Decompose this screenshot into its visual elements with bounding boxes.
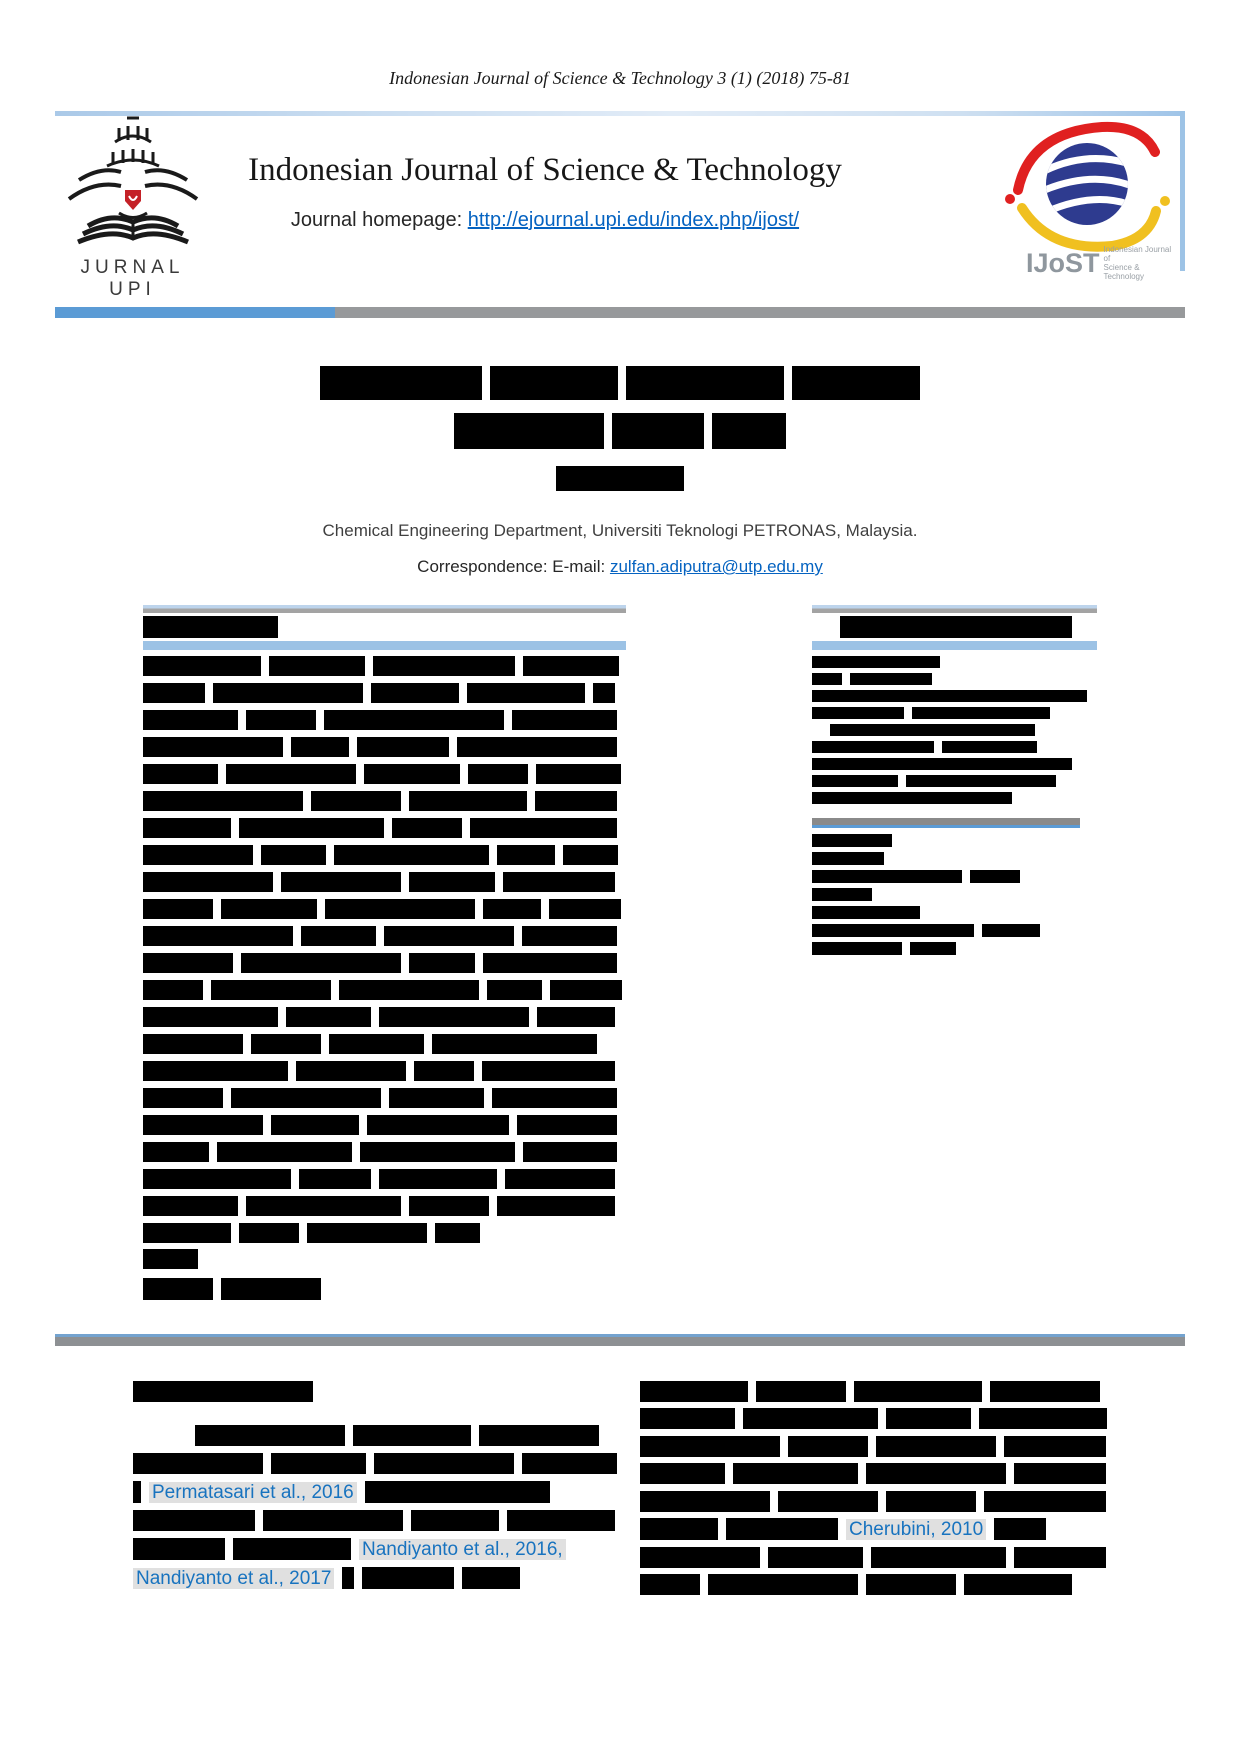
redaction-bar — [812, 870, 962, 883]
redaction-bar — [517, 1115, 617, 1135]
redaction-bar — [143, 872, 273, 892]
redaction-bar — [812, 924, 974, 937]
ijost-logo — [998, 114, 1176, 281]
redaction-bar — [1014, 1547, 1106, 1568]
introduction-heading-redacted — [133, 1381, 617, 1402]
redaction-bar — [143, 710, 238, 730]
redaction-bar — [286, 1007, 371, 1027]
redaction-bar — [726, 1518, 838, 1540]
redaction-bar — [143, 1142, 209, 1162]
redaction-bar — [483, 953, 617, 973]
abstract-body-redacted — [143, 656, 626, 1300]
redaction-bar — [640, 1518, 718, 1540]
redaction-bar — [324, 710, 504, 730]
redaction-bar — [133, 1453, 263, 1474]
redaction-bar — [296, 1061, 406, 1081]
redaction-bar — [233, 1538, 351, 1560]
redaction-bar — [523, 1142, 617, 1162]
redaction-bar — [812, 673, 842, 685]
redaction-bar — [640, 1547, 760, 1568]
ijost-logo-wordmark: IJoST — [1026, 247, 1100, 278]
redaction-bar — [133, 1510, 255, 1531]
redaction-bar — [536, 764, 621, 784]
redaction-bar — [143, 737, 283, 757]
redaction-bar — [492, 1088, 617, 1108]
redaction-bar — [239, 818, 384, 838]
redaction-bar — [483, 899, 541, 919]
abstract-top-rule — [143, 605, 626, 613]
redaction-bar — [143, 953, 233, 973]
redaction-bar — [311, 791, 401, 811]
redaction-bar — [353, 1425, 471, 1446]
redaction-bar — [379, 1007, 529, 1027]
redaction-bar — [512, 710, 617, 730]
redaction-bar — [866, 1463, 1006, 1484]
redaction-bar — [263, 1510, 403, 1531]
redaction-bar — [143, 845, 253, 865]
redaction-bar — [435, 1223, 480, 1243]
redaction-bar — [143, 683, 205, 703]
redaction-bar — [133, 1481, 141, 1503]
redaction-bar — [812, 906, 920, 919]
ijost-logo-subtext-2: Science & Technology — [1103, 263, 1144, 281]
redaction-bar — [507, 1510, 615, 1531]
redaction-bar — [640, 1408, 735, 1429]
homepage-label: Journal homepage: — [290, 209, 468, 231]
ijost-logo-subtext-1: Indonesian Journal of — [1103, 245, 1172, 263]
redaction-bar — [374, 1453, 514, 1474]
redaction-bar — [640, 1574, 700, 1595]
correspondence-email-link[interactable]: zulfan.adiputra@utp.edu.my — [609, 557, 823, 576]
redaction-bar — [241, 953, 401, 973]
redaction-bar — [409, 1196, 489, 1216]
redaction-bar — [812, 758, 1072, 770]
redaction-bar — [414, 1061, 474, 1081]
redaction-bar — [320, 366, 482, 400]
abstract-section — [143, 605, 626, 1300]
redaction-bar — [812, 792, 1012, 804]
keywords-rule — [812, 818, 1080, 828]
upi-logo — [60, 114, 205, 301]
redaction-bar — [522, 1453, 617, 1474]
redaction-bar — [246, 710, 316, 730]
redaction-bar — [830, 724, 1035, 736]
redaction-bar — [251, 1034, 321, 1054]
correspondence-line — [0, 557, 1240, 577]
redaction-bar — [626, 366, 784, 400]
affiliation: Chemical Engineering Department, Universiti Teknologi PETRONAS, Malaysia. — [322, 521, 918, 540]
redaction-bar — [712, 413, 786, 449]
redaction-bar — [788, 1436, 868, 1457]
redaction-bar — [195, 1425, 345, 1446]
redaction-bar — [384, 926, 514, 946]
redaction-bar — [339, 980, 479, 1000]
redaction-bar — [733, 1463, 858, 1484]
redaction-bar — [143, 1278, 213, 1300]
redaction-bar — [301, 926, 376, 946]
redaction-bar — [367, 1115, 509, 1135]
citation-link[interactable]: Nandiyanto et al., 2017 — [133, 1568, 334, 1589]
redaction-bar — [143, 899, 213, 919]
redaction-bar — [392, 818, 462, 838]
redaction-bar — [812, 741, 934, 753]
redaction-bar — [409, 872, 495, 892]
citation-link[interactable]: Nandiyanto et al., 2016, — [359, 1539, 566, 1560]
redaction-bar — [812, 834, 892, 847]
homepage-link[interactable]: http://ejournal.upi.edu/index.php/ijost/ — [467, 209, 800, 231]
redaction-bar — [239, 1223, 299, 1243]
running-head: Indonesian Journal of Science & Technology 3 (1) (2018) 75-81 — [389, 68, 851, 88]
redaction-bar — [217, 1142, 352, 1162]
redaction-bar — [261, 845, 326, 865]
redaction-bar — [812, 775, 898, 787]
redaction-bar — [708, 1574, 858, 1595]
redaction-bar — [143, 980, 203, 1000]
redaction-bar — [457, 737, 617, 757]
redaction-bar — [942, 741, 1037, 753]
redaction-bar — [389, 1088, 484, 1108]
redaction-bar — [910, 942, 956, 955]
redaction-bar — [854, 1381, 982, 1402]
introduction-right-text-redacted — [640, 1381, 1112, 1595]
redaction-bar — [143, 1088, 223, 1108]
redaction-bar — [640, 1436, 780, 1457]
article-title-redacted — [0, 366, 1240, 491]
redaction-bar — [365, 1481, 550, 1503]
redaction-bar — [468, 764, 528, 784]
redaction-bar — [812, 942, 902, 955]
redaction-bar — [743, 1408, 878, 1429]
redaction-bar — [411, 1510, 499, 1531]
redaction-bar — [503, 872, 615, 892]
redaction-bar — [556, 466, 684, 491]
redaction-bar — [325, 899, 475, 919]
redaction-bar — [537, 1007, 615, 1027]
redaction-bar — [640, 1381, 748, 1402]
redaction-bar — [221, 1278, 321, 1300]
redaction-bar — [307, 1223, 427, 1243]
citation-link[interactable]: Permatasari et al., 2016 — [149, 1482, 357, 1503]
redaction-bar — [454, 413, 604, 449]
redaction-bar — [886, 1491, 976, 1512]
redaction-bar — [432, 1034, 597, 1054]
redaction-bar — [984, 1491, 1106, 1512]
redaction-bar — [535, 791, 617, 811]
redaction-bar — [994, 1518, 1046, 1540]
correspondence-label: Correspondence: E-mail: — [417, 557, 610, 576]
upi-tower-book-icon — [63, 114, 203, 250]
redaction-bar — [550, 980, 622, 1000]
redaction-bar — [143, 764, 218, 784]
redaction-bar — [281, 872, 401, 892]
header-divider-bar — [55, 307, 1185, 318]
keywords-redacted — [812, 834, 1097, 955]
redaction-bar — [982, 924, 1040, 937]
redaction-bar — [143, 656, 261, 676]
redaction-bar — [593, 683, 615, 703]
abstract-blue-rule — [143, 641, 626, 650]
redaction-bar — [612, 413, 704, 449]
redaction-bar — [490, 366, 618, 400]
redaction-bar — [912, 707, 1050, 719]
citation-link[interactable]: Cherubini, 2010 — [846, 1519, 986, 1540]
redaction-bar — [479, 1425, 599, 1446]
abstract-heading-redacted — [143, 616, 626, 638]
redaction-bar — [373, 656, 515, 676]
redaction-bar — [497, 845, 555, 865]
redaction-bar — [143, 1223, 231, 1243]
redaction-bar — [482, 1061, 615, 1081]
redaction-bar — [640, 1463, 725, 1484]
redaction-bar — [487, 980, 542, 1000]
introduction-right-column — [640, 1381, 1112, 1595]
redaction-bar — [226, 764, 356, 784]
redaction-bar — [211, 980, 331, 1000]
redaction-bar — [1014, 1463, 1106, 1484]
redaction-bar — [143, 1007, 278, 1027]
introduction-left-column — [133, 1381, 617, 1589]
introduction-left-text-redacted — [133, 1425, 617, 1589]
redaction-bar — [970, 870, 1020, 883]
ijost-globe-icon — [998, 114, 1176, 266]
redaction-bar — [1004, 1436, 1106, 1457]
redaction-bar — [563, 845, 618, 865]
article-history-redacted — [812, 656, 1097, 804]
redaction-bar — [133, 1381, 313, 1402]
redaction-bar — [329, 1034, 424, 1054]
redaction-bar — [269, 656, 365, 676]
redaction-bar — [470, 818, 617, 838]
redaction-bar — [979, 1408, 1107, 1429]
redaction-bar — [497, 1196, 615, 1216]
redaction-bar — [756, 1381, 846, 1402]
redaction-bar — [792, 366, 920, 400]
redaction-bar — [964, 1574, 1072, 1595]
article-info-blue-rule — [812, 641, 1097, 650]
redaction-bar — [812, 690, 1087, 702]
redaction-bar — [409, 791, 527, 811]
redaction-bar — [812, 852, 884, 865]
redaction-bar — [850, 673, 932, 685]
redaction-bar — [143, 1115, 263, 1135]
redaction-bar — [840, 616, 1072, 638]
section-divider — [55, 1334, 1185, 1346]
redaction-bar — [812, 707, 904, 719]
redaction-bar — [768, 1547, 863, 1568]
redaction-bar — [334, 845, 489, 865]
redaction-bar — [299, 1169, 371, 1189]
redaction-bar — [143, 1249, 198, 1269]
redaction-bar — [291, 737, 349, 757]
redaction-bar — [379, 1169, 497, 1189]
redaction-bar — [342, 1567, 354, 1589]
redaction-bar — [143, 1061, 288, 1081]
redaction-bar — [522, 926, 617, 946]
redaction-bar — [362, 1567, 454, 1589]
redaction-bar — [409, 953, 475, 973]
redaction-bar — [462, 1567, 520, 1589]
redaction-bar — [246, 1196, 401, 1216]
redaction-bar — [360, 1142, 515, 1162]
redaction-bar — [133, 1538, 225, 1560]
redaction-bar — [812, 656, 940, 668]
redaction-bar — [876, 1436, 996, 1457]
article-info-heading-redacted — [812, 616, 1097, 638]
journal-title: Indonesian Journal of Science & Technology — [248, 152, 842, 188]
redaction-bar — [143, 616, 278, 638]
redaction-bar — [906, 775, 1056, 787]
redaction-bar — [271, 1453, 366, 1474]
article-info-top-rule — [812, 605, 1097, 613]
redaction-bar — [523, 656, 619, 676]
redaction-bar — [886, 1408, 971, 1429]
redaction-bar — [357, 737, 449, 757]
redaction-bar — [990, 1381, 1100, 1402]
redaction-bar — [143, 1196, 238, 1216]
upi-logo-caption: JURNAL UPI — [80, 257, 185, 300]
redaction-bar — [371, 683, 459, 703]
redaction-bar — [143, 926, 293, 946]
redaction-bar — [866, 1574, 956, 1595]
redaction-bar — [213, 683, 363, 703]
redaction-bar — [143, 791, 303, 811]
redaction-bar — [231, 1088, 381, 1108]
redaction-bar — [221, 899, 317, 919]
article-info-section — [812, 605, 1097, 955]
redaction-bar — [364, 764, 460, 784]
redaction-bar — [812, 888, 872, 901]
redaction-bar — [467, 683, 585, 703]
header-right-rule — [1180, 111, 1185, 271]
redaction-bar — [271, 1115, 359, 1135]
redaction-bar — [640, 1491, 770, 1512]
redaction-bar — [549, 899, 621, 919]
redaction-bar — [778, 1491, 878, 1512]
redaction-bar — [505, 1169, 615, 1189]
redaction-bar — [871, 1547, 1006, 1568]
redaction-bar — [143, 1169, 291, 1189]
redaction-bar — [143, 818, 231, 838]
redaction-bar — [143, 1034, 243, 1054]
